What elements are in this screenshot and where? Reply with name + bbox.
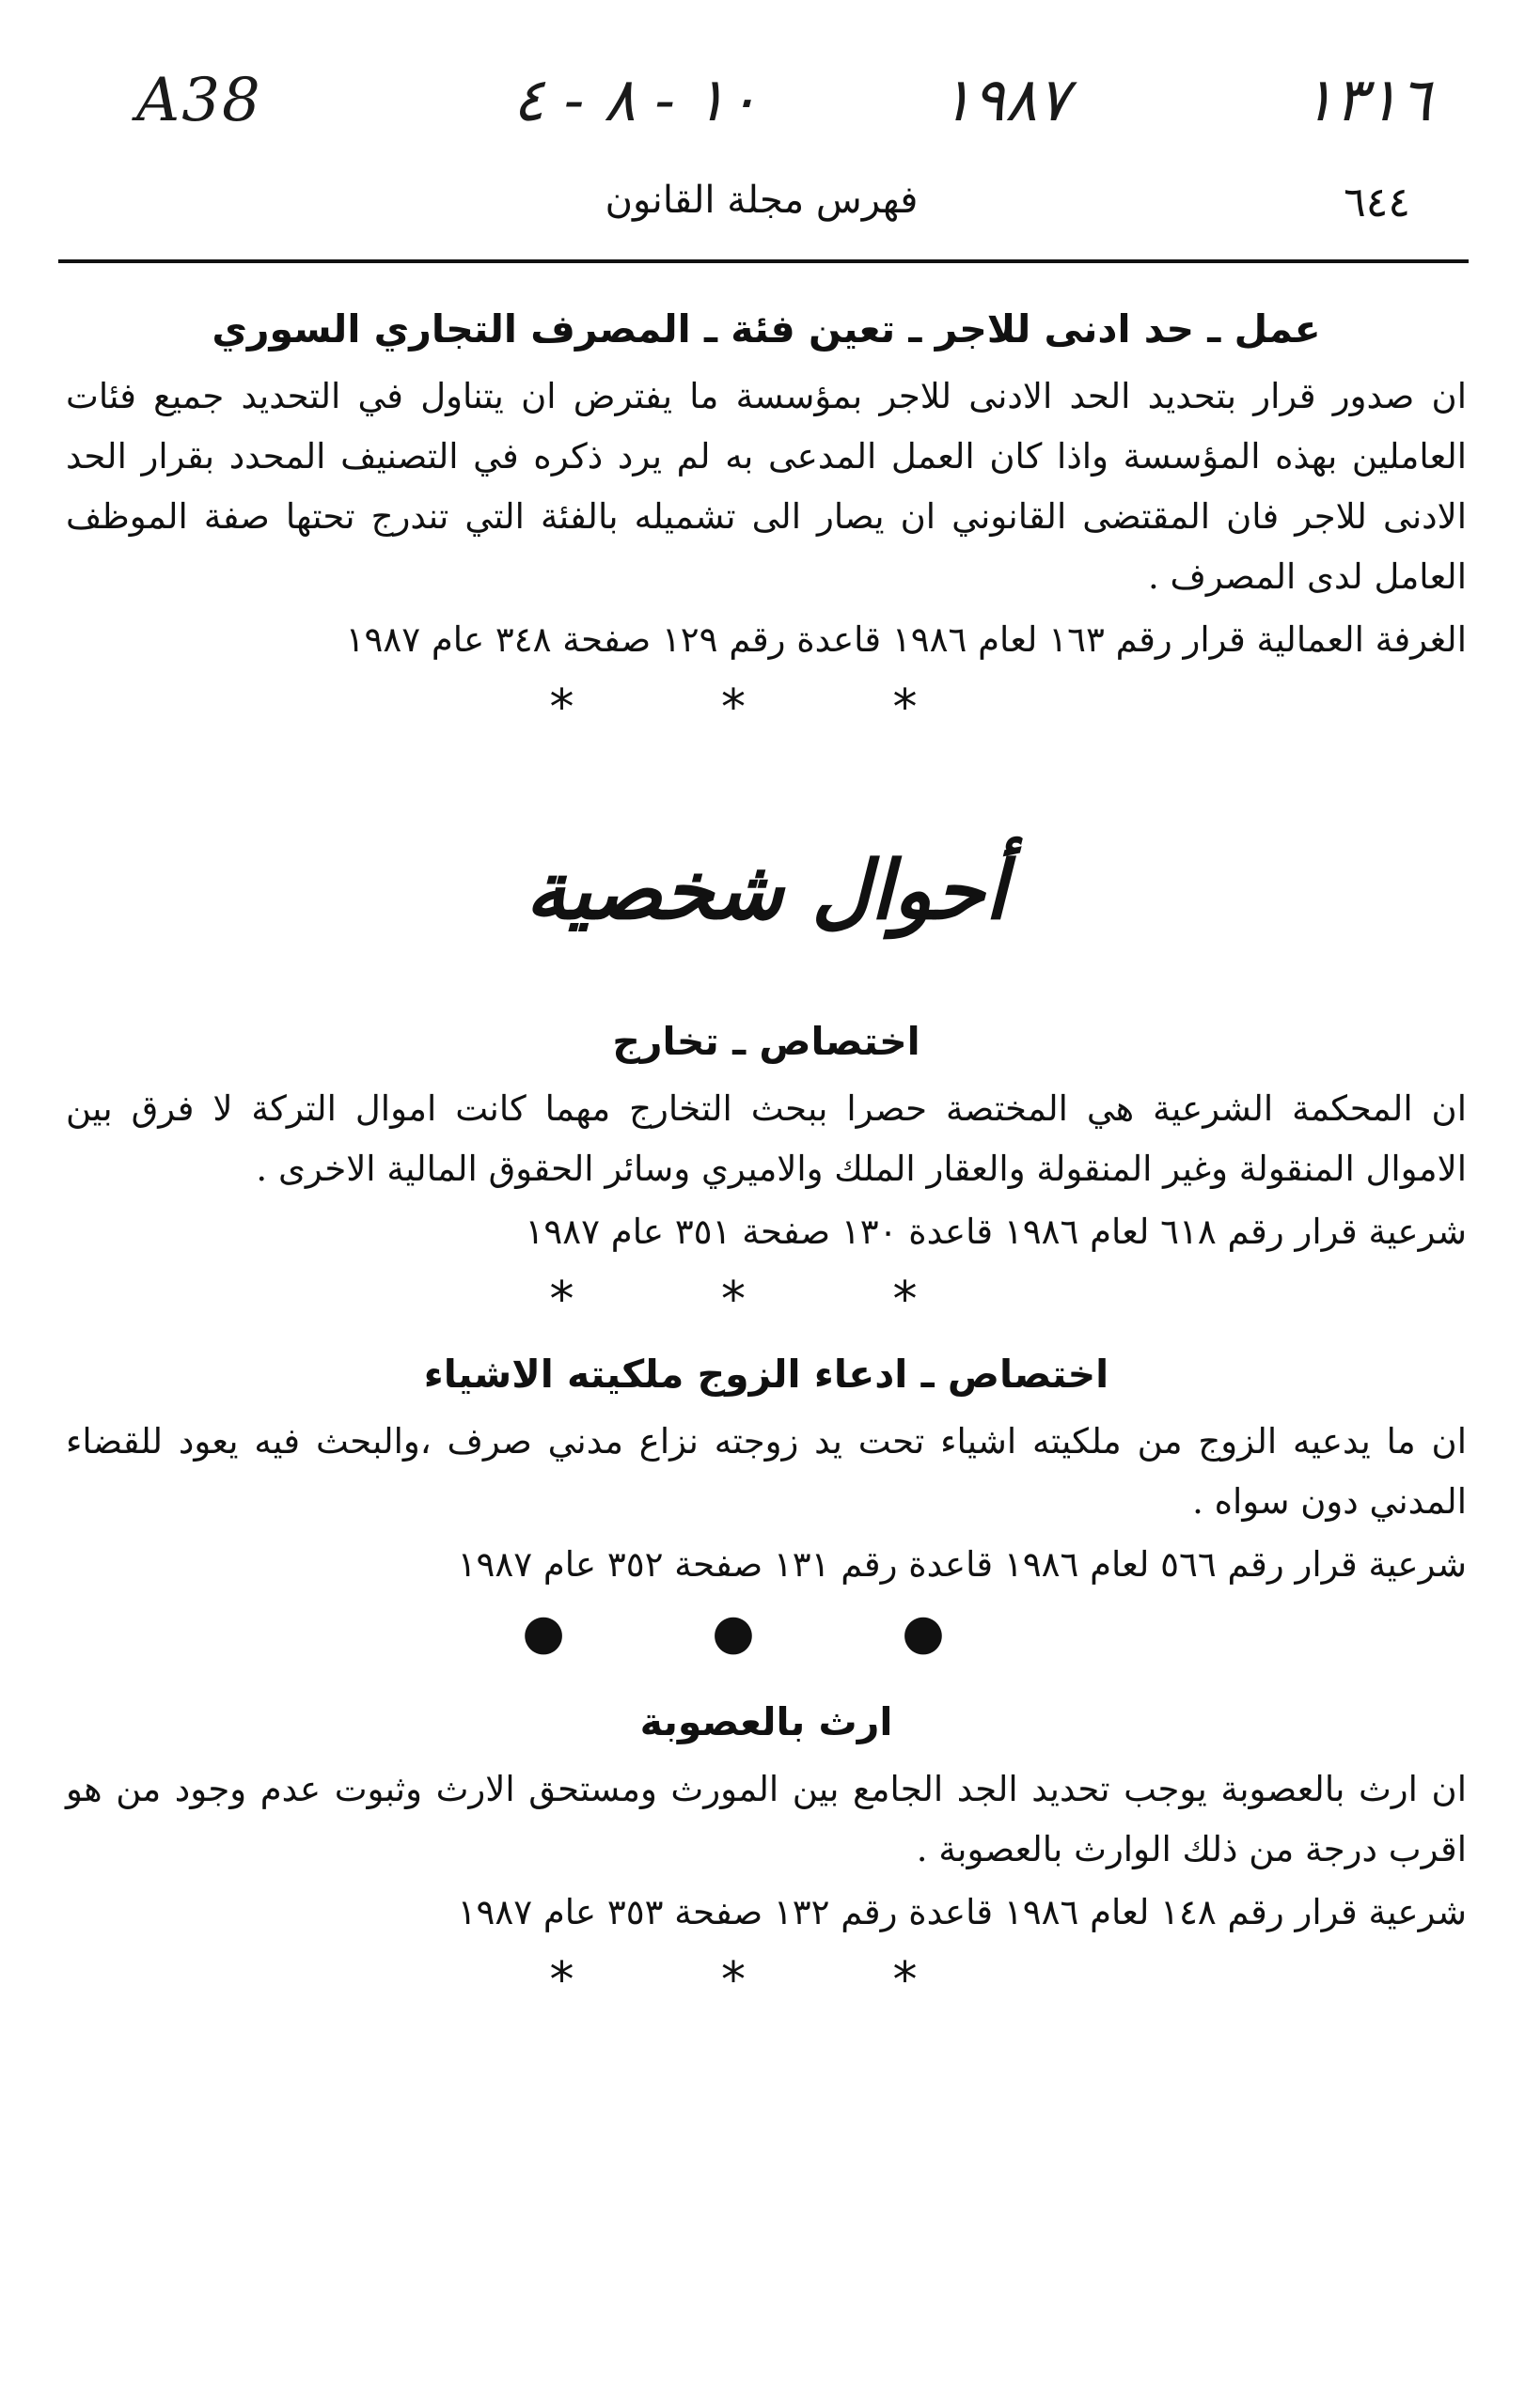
entry-title: ارث بالعصوبة: [639, 1699, 893, 1744]
entry-labor-minimum-wage: [66, 301, 1467, 669]
handwritten-code: A38: [136, 66, 262, 135]
page-header: [56, 179, 1467, 244]
separator-dots: ● ● ●: [522, 1604, 1011, 1661]
entry-citation: الغرفة العمالية قرار رقم ١٦٣ لعام ١٩٨٦ قاعدة رقم ١٢٩ صفحة ٣٤٨ عام ١٩٨٧: [345, 619, 1467, 660]
handwritten-date: ١٠ - ٨ - ٤: [512, 66, 760, 135]
entry-body: ان صدور قرار بتحديد الحد الادنى للاجر بمؤسسة ما يفترض ان يتناول في التحديد جميع فئات العاملين بهذه المؤسسة واذا كان العمل المدعى به لم يرد ذكره في التصنيف المحدد بقرار الحد الادنى للاجر فان المقتضى القانوني ان يصار الى تشميله بالفئة التي تندرج تحتها صفة الموظف العامل لدى المصرف .: [66, 376, 1467, 597]
separator-stars: * * *: [549, 1272, 983, 1328]
entry-title: عمل ـ حد ادنى للاجر ـ تعين فئة ـ المصرف التجاري السوري: [212, 306, 1321, 352]
entry-body: ان المحكمة الشرعية هي المختصة حصرا ببحث التخارج مهما كانت اموال التركة لا فرق بين الاموال المنقولة وغير المنقولة والعقار الملك والاميري وسائر الحقوق المالية الاخرى .: [66, 1088, 1467, 1189]
page-content: [66, 301, 1467, 2013]
handwritten-number: ١٣١٦: [1302, 66, 1432, 135]
handwritten-year: ١٩٨٧: [940, 66, 1070, 135]
entry-title: اختصاص ـ تخارج: [612, 1019, 920, 1064]
entry-citation: شرعية قرار رقم ١٤٨ لعام ١٩٨٦ قاعدة رقم ١٣٢ صفحة ٣٥٣ عام ١٩٨٧: [457, 1892, 1467, 1932]
separator-stars: * * *: [549, 680, 983, 736]
entry-inheritance-asaba: [66, 1694, 1467, 1942]
section-heading: أحوال شخصية: [525, 843, 1007, 938]
entry-citation: شرعية قرار رقم ٥٦٦ لعام ١٩٨٦ قاعدة رقم ١٣١ صفحة ٣٥٢ عام ١٩٨٧: [457, 1544, 1467, 1585]
entry-jurisdiction-husband-claim: [66, 1346, 1467, 1594]
separator-stars: * * *: [549, 1952, 983, 2009]
entry-jurisdiction-takharuj: [66, 1013, 1467, 1261]
page-number: ٦٤٤: [1344, 179, 1410, 227]
entry-title: اختصاص ـ ادعاء الزوج ملكيته الاشياء: [423, 1352, 1109, 1397]
running-title: فهرس مجلة القانون: [605, 179, 919, 222]
header-rule: [58, 259, 1469, 263]
entry-body: ان ما يدعيه الزوج من ملكيته اشياء تحت يد زوجته نزاع مدني صرف ،والبحث فيه يعود للقضاء المدني دون سواه .: [66, 1421, 1467, 1522]
entry-body: ان ارث بالعصوبة يوجب تحديد الجد الجامع بين المورث ومستحق الارث وثبوت عدم وجود من هو اقرب درجة من ذلك الوارث بالعصوبة .: [66, 1769, 1467, 1869]
entry-citation: شرعية قرار رقم ٦١٨ لعام ١٩٨٦ قاعدة ١٣٠ صفحة ٣٥١ عام ١٩٨٧: [525, 1212, 1467, 1252]
